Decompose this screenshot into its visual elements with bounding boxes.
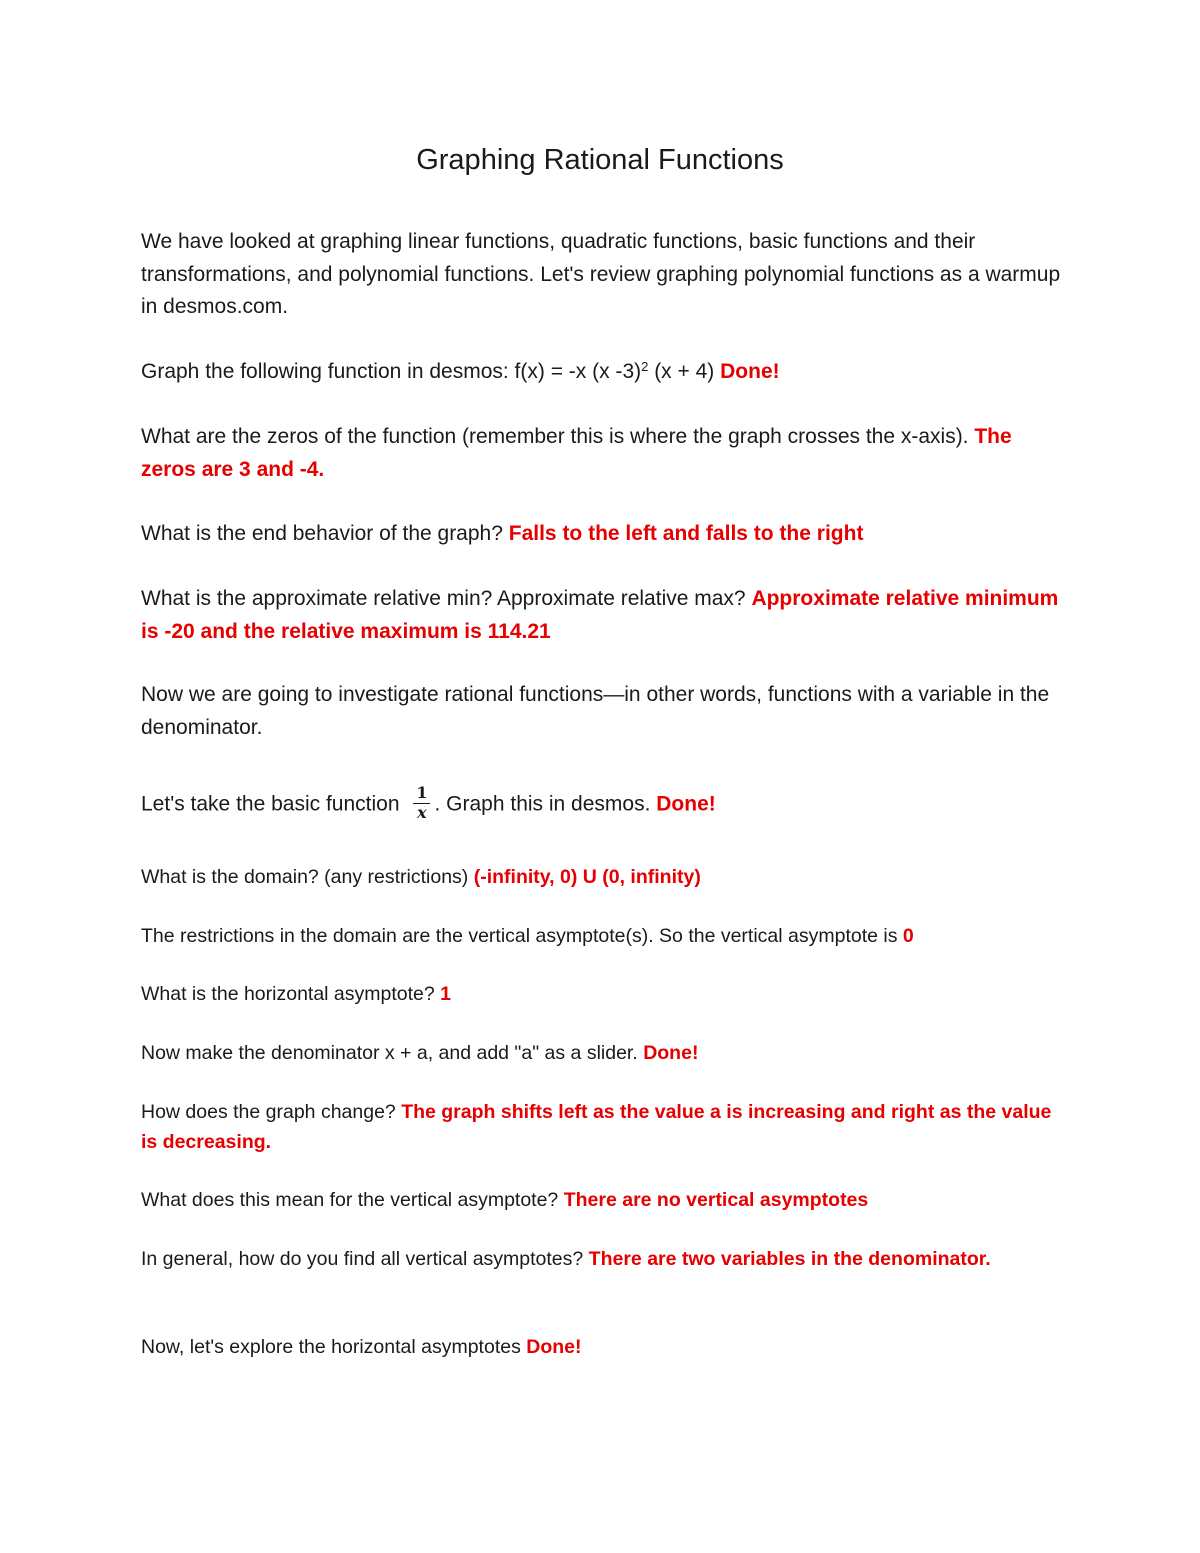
question-text: What does this mean for the vertical asymptote?: [141, 1189, 564, 1211]
question-text: What is the domain? (any restrictions): [141, 866, 474, 888]
question-text: Let's take the basic function: [141, 792, 406, 816]
transition-paragraph: Now we are going to investigate rational functions—in other words, functions with a variable in the denominator.: [141, 683, 1050, 739]
document-title: Graphing Rational Functions: [416, 144, 784, 176]
question-zeros: [141, 421, 1071, 486]
answer-text: There are no vertical asymptotes: [563, 1189, 869, 1211]
answer-text: (-infinity, 0) U (0, infinity): [473, 866, 701, 888]
question-vertical-asymptote-meaning: [141, 1185, 1071, 1215]
question-explore-horizontal: [141, 1332, 1071, 1362]
question-text: The restrictions in the domain are the vertical asymptote(s). So the vertical asymptote is: [141, 925, 903, 947]
answer-text: 1: [440, 983, 452, 1005]
answer-text: The graph shifts left as the value a is increasing and right as the value is decreasing.: [141, 1101, 1052, 1153]
answer-text: Done!: [720, 360, 780, 383]
question-basic-function: [141, 783, 1071, 824]
question-text: What is the horizontal asymptote?: [141, 983, 441, 1005]
answer-text: There are two variables in the denominator.: [588, 1248, 991, 1270]
answer-text: Done!: [656, 792, 716, 816]
fraction-denominator: x: [417, 803, 427, 822]
question-relative-extrema: [141, 583, 1071, 648]
answer-text: Done!: [643, 1042, 699, 1064]
question-text: What is the end behavior of the graph?: [141, 522, 509, 545]
question-text: (x + 4): [648, 360, 721, 383]
question-text: In general, how do you find all vertical asymptotes?: [141, 1248, 589, 1270]
question-domain: [141, 862, 1071, 892]
answer-text: 0: [902, 925, 914, 947]
question-text: . Graph this in desmos.: [434, 792, 657, 816]
question-text: Now make the denominator x + a, and add "a" as a slider.: [141, 1042, 644, 1064]
question-graph-change: [141, 1097, 1071, 1157]
question-graph-function: [141, 356, 1071, 389]
answer-text: Done!: [526, 1336, 582, 1358]
answer-text: The zeros are 3 and -4.: [141, 425, 1012, 481]
question-text: How does the graph change?: [141, 1101, 402, 1123]
question-find-vertical-asymptotes: [141, 1244, 1071, 1274]
answer-text: Approximate relative minimum is -20 and the relative maximum is 114.21: [141, 587, 1059, 643]
question-text: What are the zeros of the function (remember this is where the graph crosses the x-axis).: [141, 425, 975, 448]
question-text: Graph the following function in desmos: f(x) = -x (x -3): [141, 360, 642, 383]
question-vertical-asymptote: [141, 921, 1071, 951]
question-end-behavior: [141, 518, 1071, 551]
intro-paragraph: We have looked at graphing linear functions, quadratic functions, basic functions and their transformations, and polynomial functions. Let's review graphing polynomial functions as a warmup in desmos.com.: [141, 230, 1061, 318]
question-slider: [141, 1038, 1071, 1068]
exponent: 2: [641, 359, 649, 374]
question-text: What is the approximate relative min? Approximate relative max?: [141, 587, 752, 610]
answer-text: Falls to the left and falls to the right: [508, 522, 864, 545]
question-text: Now, let's explore the horizontal asymptotes: [141, 1336, 527, 1358]
fraction-numerator: 1: [413, 784, 430, 804]
fraction-one-over-x: [413, 784, 430, 822]
question-horizontal-asymptote: [141, 979, 1071, 1009]
